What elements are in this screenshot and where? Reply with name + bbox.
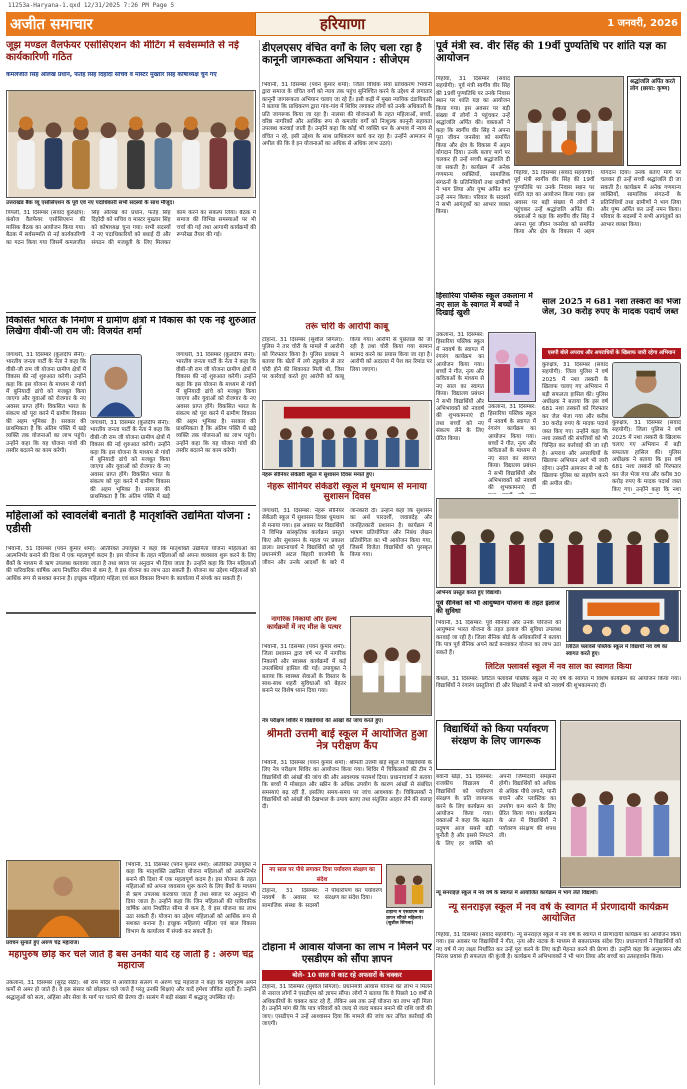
- headline: विद्यार्थियों को किया पर्यावरण संरक्षण के लिए जागरूक: [436, 720, 556, 770]
- article-body: जगाधरी, 31 दिसम्बर: नेहरू सीनियर सेकेंडरी स्कूल में सुशासन दिवस धूमधाम से मनाया गया। इस अवसर पर विद्यार्थियों ने विभिन्न सांस्कृतिक कार्यक्रम प्रस्तुत किए और सुशासन के महत्व पर प्रकाश डाला। प्रधानाचार्य ने विद्यार्थियों को पूर्व प्रधानमंत्री अटल बिहारी वाजपेयी के जीवन और उनके आदर्शों के बारे में जानकारी दी। उन्होंने कहा कि सुशासन का अर्थ पारदर्शी, जवाबदेह और जनहितकारी प्रशासन है। कार्यक्रम में भाषण प्रतियोगिता और निबंध लेखन प्रतियोगिता का भी आयोजन किया गया, जिसमें विजेता विद्यार्थियों को पुरस्कृत किया गया।: [262, 508, 432, 566]
- photo-caption: श्रद्धांजलि अर्पित करते लोग (छाया: कृष्ण): [630, 79, 676, 92]
- photo-caption: नेहरू सीनियर सेकेंडरी स्कूल में सुशासन दिवस मनाते हुए।: [262, 472, 375, 478]
- photo: [386, 864, 432, 908]
- article-body-continued: उकलाना, 31 दिसम्बर: हिसारिया पब्लिक स्कूल में नववर्ष के स्वागत में रंगारंग कार्यक्रम का आयोजन किया गया। बच्चों ने गीत, नृत्य और कविताओं के माध्यम से नए साल का स्वागत किया। विद्यालय प्रबंधन ने सभी विद्यार्थियों और अभिभावकों को नववर्ष की शुभकामनाएं दीं: [488, 404, 536, 492]
- article-body: भिवानी, 31 दिसम्बर: पूर्व सैनिकों और उनके परिजनों को आयुष्मान भारत योजना के तहत इलाज की सुविधा उपलब्ध करवाई जा रही है। जिला सैनिक बोर्ड के अधिकारियों ने बताया कि पात्र पूर्व सैनिक अपने कार्ड बनवाकर योजना का लाभ उठा सकते हैं।: [436, 620, 561, 656]
- headline: न्यू सनराइज़ स्कूल में नव वर्ष के स्वागत में प्रेरणादायी कार्यक्रम आयोजित: [448, 902, 669, 925]
- portrait-photo: [90, 354, 142, 418]
- page-slug: 11253a-Haryana-1.qxd 12/31/2025 7:26 PM Page 5: [8, 2, 175, 9]
- headline: महिलाओं को स्वावलंबी बनाती है मातृशक्ति उद्यमिता योजना : एडीसी: [6, 510, 251, 535]
- kicker: एसपी बोले अपराध और अपराधियों के खिलाफ जारी रहेगा अभियान: [542, 348, 681, 359]
- article-body: कुरुक्षेत्र, 31 दिसम्बर (संवाद सहयोगी): जिला पुलिस ने वर्ष 2025 में नशा तस्करी के खिलाफ चलाए गए अभियान में बड़ी सफलता हासिल की। पुलिस अधीक्षक ने बताया कि इस वर्ष 681 नशा तस्करों को गिरफ्तार कर जेल भेजा गया और करीब 30 करोड़ रुपए के मादक पदार्थ जब्त किए गए। उन्होंने कहा कि नशा तस्करों की संपत्तियों को भी चिन्हित कर कार्रवाई की जा रही है। अपराध और अपराधियों के खिलाफ अभियान आगे भी जारी रहेगा। उन्होंने आमजन से नशे के खिलाफ पुलिस का सहयोग करने की अपील की।: [542, 362, 608, 487]
- article-body: भिवानी, 31 दिसम्बर (पवन कुमार शर्मा): अतिरिक्त उपायुक्त ने कहा कि मातृशक्ति उद्यमिता योजना महिलाओं को आत्मनिर्भर बनाने की दिशा में एक महत्वपूर्ण कदम है। इस योजना के तहत महिलाओं को अपना व्यवसाय शुरू करने के लिए बैंकों के माध्यम से ऋण उपलब्ध करवाया जाता है तथा ब्याज पर अनुदान भी दिया जाता है। उन्होंने कहा कि जिन महिलाओं की पारिवारिक वार्षिक आय निर्धारित सीमा से कम है, वे इस योजना का लाभ उठा सकती हैं। योजना का उद्देश्य महिलाओं को आर्थिक रूप से सशक्त बनाना है। इच्छुक महिलाएं महिला एवं बाल विकास विभाग के कार्यालय में संपर्क कर सकती हैं।: [6, 546, 256, 582]
- headline: पूर्व सैनिकों को भी आयुष्मान योजना के तहत इलाज की सुविधा: [436, 600, 560, 615]
- headline: डीएलएसए वंचित वर्गों के लिए चला रहा है कानूनी जागरूकता अभियान : सीजेएम: [262, 42, 422, 67]
- article-body: पिहोवा, 31 दिसम्बर (संवाद सहयोगी): न्यू सनराइज़ स्कूल में नव वर्ष के स्वागत में प्रेरणादायी कार्यक्रम का आयोजन किया गया। इस अवसर पर विद्यार्थियों ने गीत, नृत्य और नाटक के माध्यम से सकारात्मक संदेश दिए। प्रधानाचार्य ने विद्यार्थियों को नए वर्ष में नए लक्ष्य निर्धारित कर उन्हें पूरा करने के लिए कड़ी मेहनत करने की प्रेरणा दी। उन्होंने कहा कि अनुशासन और निरंतर प्रयास ही सफलता की कुंजी है। कार्यक्रम में अभिभावकों ने भी भाग लिया और बच्चों का उत्साहवर्धन किया।: [436, 932, 681, 961]
- article-body: भिवानी, 31 दिसम्बर (पवन कुमार शर्मा): जिला विधिक सेवा प्राधिकरण भिवानी द्वारा समाज के वंचित वर्गों को न्याय तक पहुंच सुनिश्चित करने के उद्देश्य से लगातार कानूनी जागरूकता अभियान चलाए जा रहे हैं। इसी कड़ी में मुख्य न्यायिक दंडाधिकारी ने बताया कि प्राधिकरण द्वारा गांव-गांव में शिविर लगाकर लोगों को उनके अधिकारों के प्रति जागरूक किया जा रहा है। नालसा की योजनाओं के तहत महिलाओं, बच्चों, वरिष्ठ नागरिकों और आर्थिक रूप से कमजोर वर्गों को निःशुल्क कानूनी सहायता उपलब्ध करवाई जाती है। उन्होंने कहा कि कोई भी व्यक्ति धन के अभाव में न्याय से वंचित न रहे, इसी उद्देश्य के साथ प्राधिकरण कार्य कर रहा है। उन्होंने आमजन से अपील की कि वे इन योजनाओं का अधिक से अधिक लाभ उठाएं।: [262, 82, 432, 148]
- headline: साल 2025 में 681 नशा तस्करों को भेजा जेल, 30 करोड़ रुपए के मादक पदार्थ जब्त: [542, 298, 681, 317]
- issue-date: 1 जनवरी, 2026: [607, 18, 678, 29]
- article-body: टोहाना, 31 दिसम्बर: नववर्ष के अवसर पर सामाजिक संस्था के सदस्यों ने पौधारोपण कर पर्यावरण संरक्षण का संदेश दिया।: [262, 888, 382, 909]
- article-body: कैथल, 31 दिसम्बर: लिटिल फ्लावर्स पब्लिक स्कूल में नए वर्ष के स्वागत में विशेष कार्यक्रम का आयोजन किया गया। विद्यार्थियों ने रंगारंग प्रस्तुतियां दीं और शिक्षकों ने सभी को नववर्ष की शुभकामनाएं दीं।: [436, 676, 681, 690]
- headline: विकसित भारत के निर्माण में ग्रामीण क्षेत्रों में विकास की एक नई शुरुआत लिखेगा वीबी-जी राम जी: विजयंत शर्मा: [6, 316, 256, 337]
- headline: नेहरू सीनियर सेकेंडरी स्कूल में धूमधाम से मनाया सुशासन दिवस: [267, 482, 427, 503]
- headline: तरूं चोरी के आरोपी काबू: [305, 322, 389, 332]
- article-body-continued: भिवानी, 31 दिसम्बर (पवन कुमार शर्मा): अतिरिक्त उपायुक्त ने कहा कि मातृशक्ति उद्यमिता योजना महिलाओं को आत्मनिर्भर बनाने की दिशा में एक महत्वपूर्ण कदम है। इस योजना के तहत महिलाओं को अपना व्यवसाय शुरू करने के लिए बैंकों के माध्यम से ऋण उपलब्ध करवाया जाता है तथा ब्याज पर अनुदान भी दिया जाता है। उन्होंने कहा कि जिन महिलाओं की पारिवारिक वार्षिक आय निर्धारित सीमा से कम है, वे इस योजना का लाभ उठा सकती हैं। योजना का उद्देश्य महिलाओं को आर्थिक रूप से सशक्त बनाना है। इच्छुक महिलाएं महिला एवं बाल विकास विभाग के कार्यालय में संपर्क कर सकती हैं।: [126, 862, 256, 935]
- section-title: हरियाणा: [255, 12, 430, 36]
- photo-caption: प्रवचन सुनाते हुए अरुण चंद्र महाराज।: [6, 940, 80, 946]
- article-body-continued: कुरुक्षेत्र, 31 दिसम्बर (संवाद सहयोगी): जिला पुलिस ने वर्ष 2025 में नशा तस्करी के खिलाफ चलाए गए अभियान में बड़ी सफलता हासिल की। पुलिस अधीक्षक ने बताया कि इस वर्ष 681 नशा तस्करों को गिरफ्तार कर जेल भेजा गया और करीब 30 करोड़ रुपए के मादक पदार्थ जब्त किए गए। उन्होंने कहा कि नशा: [612, 420, 681, 493]
- article-body: पिपली, 31 दिसम्बर (संवाद कुरुक्षेत्र): कंबोज वैलफेयर एसोसिएशन की मासिक बैठक का आयोजन किया गया। बैठक में सर्वसम्मति से नई कार्यकारिणी का गठन किया गया जिसमें कमलजीत सिंह औलख को प्रधान, फतेह सिंह दिहोदी को सचिव व मास्टर मुख्तार सिंह को कोषाध्यक्ष चुना गया। सभी सदस्यों ने नए पदाधिकारियों को बधाई दी और संगठन की मजबूती के लिए मिलकर काम करने का संकल्प लिया। बैठक में समाज की विभिन्न समस्याओं पर भी चर्चा की गई तथा आगामी कार्यक्रमों की रूपरेखा तैयार की गई।: [6, 210, 256, 246]
- article-body-continued: पिहोवा, 31 दिसम्बर (संवाद सहयोगी): पूर्व मंत्री स्वर्गीय वीर सिंह की 19वीं पुण्यतिथि पर उनके निवास स्थान पर शांति यज्ञ का आयोजन किया गया। इस अवसर पर बड़ी संख्या में लोगों ने पहुंचकर उन्हें श्रद्धांजलि अर्पित की। वक्ताओं ने कहा कि स्वर्गीय वीर सिंह ने अपना पूरा जीवन जनसेवा को समर्पित किया और क्षेत्र के विकास में अहम योगदान दिया। उनके बताए मार्ग पर चलकर ही उन्हें सच्ची श्रद्धांजलि दी जा सकती है। कार्यक्रम में अनेक गणमान्य व्यक्तियों, सामाजिक संगठनों के प्रतिनिधियों तथा ग्रामीणों ने भाग लिया और पुष्प अर्पित कर उन्हें नमन किया। परिवार के सदस्यों ने सभी आगंतुकों का आभार व्यक्त किया।: [514, 170, 681, 236]
- photo: [6, 90, 256, 198]
- photo-caption: लिटिल फ्लावर्स पब्लिक स्कूल में विद्यार्थी नव वर्ष का स्वागत करते हुए।: [566, 644, 668, 657]
- headline: नागरिक निकायों और हेल्थ कार्यक्रमों में नए मील के पत्थर: [266, 616, 342, 631]
- photo: [566, 590, 681, 642]
- article-body: भिवानी, 31 दिसम्बर (पवन कुमार शर्मा): श्रीमती उत्तमी बाई स्कूल में विद्यार्थियों के लिए नेत्र परीक्षण शिविर का आयोजन किया गया। शिविर में चिकित्सकों की टीम ने विद्यार्थियों की आंखों की जांच की और आवश्यक परामर्श दिया। प्रधानाचार्या ने बताया कि बच्चों में मोबाइल और स्क्रीन के अधिक उपयोग के कारण आंखों से संबंधित समस्याएं बढ़ रही हैं, इसलिए समय-समय पर जांच आवश्यक है। चिकित्सकों ने विद्यार्थियों को आंखों की देखभाल के उपाय बताए तथा संतुलित आहार लेने की सलाह दी।: [262, 760, 432, 811]
- headline: लिटिल फ्लावर्स स्कूल में नव साल का स्वागत किया: [485, 662, 632, 671]
- photo-caption: टोहाना में एसडीएम को ज्ञापन सौंपते महिलाएं। (सुशील सिंगला): [386, 910, 424, 927]
- article-body: उकलाना, 31 दिसम्बर: हिसारिया पब्लिक स्कूल में नववर्ष के स्वागत में रंगारंग कार्यक्रम का आयोजन किया गया। बच्चों ने गीत, नृत्य और कविताओं के माध्यम से नए साल का स्वागत किया। विद्यालय प्रबंधन ने सभी विद्यार्थियों और अभिभावकों को नववर्ष की शुभकामनाएं दीं तथा बच्चों को नए संकल्प लेने के लिए प्रेरित किया।: [436, 332, 484, 442]
- subhead: कमलजीत सिंह औलख प्रधान, फतेह सिंह दिहोदी सचिव व मास्टर मुख्तार सिंह कोषाध्यक्ष चुने गए: [6, 72, 217, 78]
- kicker: नए साल पर पौधे लगाकर दिया पर्यावरण संरक्षण का संदेश: [262, 864, 382, 884]
- headline: हिसारिया पब्लिक स्कूल उकलाना में नए साल के स्वागत में बच्चों ने दिखाई खुशी: [436, 292, 533, 318]
- kicker: बोले- 10 साल से काट रहे अफसरों के चक्कर: [262, 970, 432, 981]
- photo: [6, 860, 121, 938]
- article-body-continued: जगाधरी, 31 दिसम्बर (कुलदीप सैनी): भारतीय जनता पार्टी के नेता ने कहा कि वीबी-जी राम जी योजना ग्रामीण क्षेत्रों में विकास की नई शुरुआत करेगी। उन्होंने कहा कि इस योजना के माध्यम से गांवों में बुनियादी ढांचे को मजबूत किया जाएगा और युवाओं को रोजगार के नए अवसर प्राप्त होंगे। विकसित भारत के संकल्प को पूरा करने में ग्रामीण विकास की अहम भूमिका है। सरकार की प्राथमिकता है कि अंतिम पंक्ति में खड़े व्यक्ति तक योजनाओं का लाभ पहुंचे। उन्होंने कहा कि यह योजना गांवों की तस्वीर बदलने का काम करेगी।: [176, 352, 256, 455]
- caption-box: [627, 76, 681, 166]
- photo: [488, 332, 536, 402]
- article-body: टोहाना, 31 दिसम्बर (सुशील सिंगला): पुलिस ने तार चोरी के मामले में आरोपी को गिरफ्तार किया है। पुलिस प्रवक्ता ने बताया कि खेतों में लगे ट्यूबवेल से तार चोरी होने की शिकायत मिली थी, जिस पर कार्रवाई करते हुए आरोपी को काबू किया गया। आरोपी से पूछताछ की जा रही है तथा चोरी किया गया सामान बरामद करने का प्रयास किया जा रहा है। आरोपी को अदालत में पेश कर रिमांड पर लिया जाएगा।: [262, 337, 432, 381]
- article-body-continued: जगाधरी, 31 दिसम्बर (कुलदीप सैनी): भारतीय जनता पार्टी के नेता ने कहा कि वीबी-जी राम जी योजना ग्रामीण क्षेत्रों में विकास की नई शुरुआत करेगी। उन्होंने कहा कि इस योजना के माध्यम से गांवों में बुनियादी ढांचे को मजबूत किया जाएगा और युवाओं को रोजगार के नए अवसर प्राप्त होंगे। विकसित भारत के संकल्प को पूरा करने में ग्रामीण विकास की अहम भूमिका है। सरकार की प्राथमिकता है कि अंतिम पंक्ति में खड़े: [90, 420, 170, 500]
- divider: [6, 312, 256, 313]
- column-divider: [259, 40, 260, 1085]
- article-body: बवानी खेड़ा, 31 दिसम्बर: राजकीय विद्यालय में विद्यार्थियों को पर्यावरण संरक्षण के प्रति जागरूक करने के लिए कार्यक्रम का आयोजन किया गया। वक्ताओं ने कहा कि बढ़ता प्रदूषण आज सबसे बड़ी चुनौती है और इससे निपटने के लिए हर व्यक्ति को अपनी जिम्मेदारी समझनी होगी। विद्यार्थियों को अधिक से अधिक पौधे लगाने, पानी बचाने और प्लास्टिक का उपयोग कम करने के लिए प्रेरित किया गया। कार्यक्रम के अंत में विद्यार्थियों ने पर्यावरण संरक्षण की शपथ ली।: [436, 774, 556, 847]
- portrait-photo: [612, 362, 681, 418]
- photo: [262, 400, 432, 470]
- article-body: टोहाना, 31 दिसम्बर (सुशील सिंगला): प्रधानमंत्री आवास योजना का लाभ न मिलने से नाराज लोगों ने एसडीएम को ज्ञापन सौंपा। लोगों ने बताया कि वे पिछले 10 वर्षों से अधिकारियों के चक्कर काट रहे हैं, लेकिन अब तक उन्हें योजना का लाभ नहीं मिला है। उन्होंने मांग की कि पात्र परिवारों को जल्द से जल्द मकान बनाने की राशि जारी की जाए। एसडीएम ने उन्हें आश्वासन दिया कि मामले की जांच कर उचित कार्रवाई की जाएगी।: [262, 984, 432, 1028]
- headline: श्रीमती उत्तमी बाई स्कूल में आयोजित हुआ नेत्र परीक्षण कैंप: [266, 728, 428, 753]
- headline: महापुरुष छोड़ कर चले जाते हैं बस उनकी यादें रह जाती हैं : अरुण चंद्र महाराज: [8, 950, 254, 971]
- photo: [436, 498, 681, 588]
- column-divider: [434, 40, 435, 1085]
- photo: [6, 612, 256, 614]
- photo: [514, 76, 624, 166]
- article-body: उकलाना, 31 दिसम्बर (सुरेंद्र सेठी): श्री राम मंदिर में आयोजित सत्संग में अरुण चंद्र महाराज ने कहा कि महापुरुष अपने कर्मों से अमर हो जाते हैं। वे इस संसार को छोड़कर चले जाते हैं परंतु उनकी शिक्षाएं और यादें हमेशा जीवित रहती हैं। उन्होंने श्रद्धालुओं को सत्य, अहिंसा और सेवा के मार्ग पर चलने की प्रेरणा दी। सत्संग में बड़ी संख्या में श्रद्धालु उपस्थित रहे।: [6, 980, 256, 1001]
- headline: टोहाना में आवास योजना का लाभ न मिलने पर एसडीएम को सौंपा ज्ञापन: [262, 942, 432, 965]
- photo-caption: अभिनय प्रस्तुत करते हुए विद्यार्थी।: [436, 590, 502, 596]
- headline: जूझ मण्डल वैलफेयर एसोसिएशन की मीटिंग में सर्वसम्मति से नई कार्यकारिणी गठित: [6, 40, 239, 63]
- article-body: पिहोवा, 31 दिसम्बर (संवाद सहयोगी): पूर्व मंत्री स्वर्गीय वीर सिंह की 19वीं पुण्यतिथि पर उनके निवास स्थान पर शांति यज्ञ का आयोजन किया गया। इस अवसर पर बड़ी संख्या में लोगों ने पहुंचकर उन्हें श्रद्धांजलि अर्पित की। वक्ताओं ने कहा कि स्वर्गीय वीर सिंह ने अपना पूरा जीवन जनसेवा को समर्पित किया और क्षेत्र के विकास में अहम योगदान दिया। उनके बताए मार्ग पर चलकर ही उन्हें सच्ची श्रद्धांजलि दी जा सकती है। कार्यक्रम में अनेक गणमान्य व्यक्तियों, सामाजिक संगठनों के प्रतिनिधियों तथा ग्रामीणों ने भाग लिया और पुष्प अर्पित कर उन्हें नमन किया। परिवार के सदस्यों ने सभी आगंतुकों का आभार व्यक्त किया।: [436, 76, 510, 216]
- photo: [560, 720, 681, 888]
- article-body: जगाधरी, 31 दिसम्बर (कुलदीप सैनी): भारतीय जनता पार्टी के नेता ने कहा कि वीबी-जी राम जी योजना ग्रामीण क्षेत्रों में विकास की नई शुरुआत करेगी। उन्होंने कहा कि इस योजना के माध्यम से गांवों में बुनियादी ढांचे को मजबूत किया जाएगा और युवाओं को रोजगार के नए अवसर प्राप्त होंगे। विकसित भारत के संकल्प को पूरा करने में ग्रामीण विकास की अहम भूमिका है। सरकार की प्राथमिकता है कि अंतिम पंक्ति में खड़े व्यक्ति तक योजनाओं का लाभ पहुंचे। उन्होंने कहा कि यह योजना गांवों की तस्वीर बदलने का काम करेगी।: [6, 352, 86, 455]
- photo-caption: नेत्र परीक्षण शिविर में विद्यार्थियों की आंखों की जांच करते हुए।: [262, 718, 384, 724]
- masthead: अजीत समाचार: [10, 15, 93, 33]
- photo-caption: उत्तराखंड बैंक व्यू एसोसिएशन के पूर्व एवं नए पदाधिकारी सभी सदस्यों के साथ मौजूद।: [6, 200, 175, 206]
- headline: पूर्व मंत्री स्व. वीर सिंह की 19वीं पुण्यतिथि पर शांति यज्ञ का आयोजन: [436, 40, 667, 65]
- divider: [6, 505, 256, 506]
- photo: [350, 616, 432, 716]
- article-body: भिवानी, 31 दिसम्बर (पवन कुमार शर्मा): जिला प्रशासन द्वारा वर्ष भर में नागरिक निकायों और स्वास्थ्य कार्यक्रमों में कई उपलब्धियां हासिल की गईं। उपायुक्त ने बताया कि स्वास्थ्य सेवाओं के विस्तार के साथ-साथ शहरी सुविधाओं को बेहतर बनाने पर विशेष ध्यान दिया गया।: [262, 644, 346, 695]
- photo-caption: न्यू सनराइज़ स्कूल में नव वर्ष के स्वागत में आयोजित कार्यक्रम में भाग लेते विद्यार्थी।: [436, 890, 598, 896]
